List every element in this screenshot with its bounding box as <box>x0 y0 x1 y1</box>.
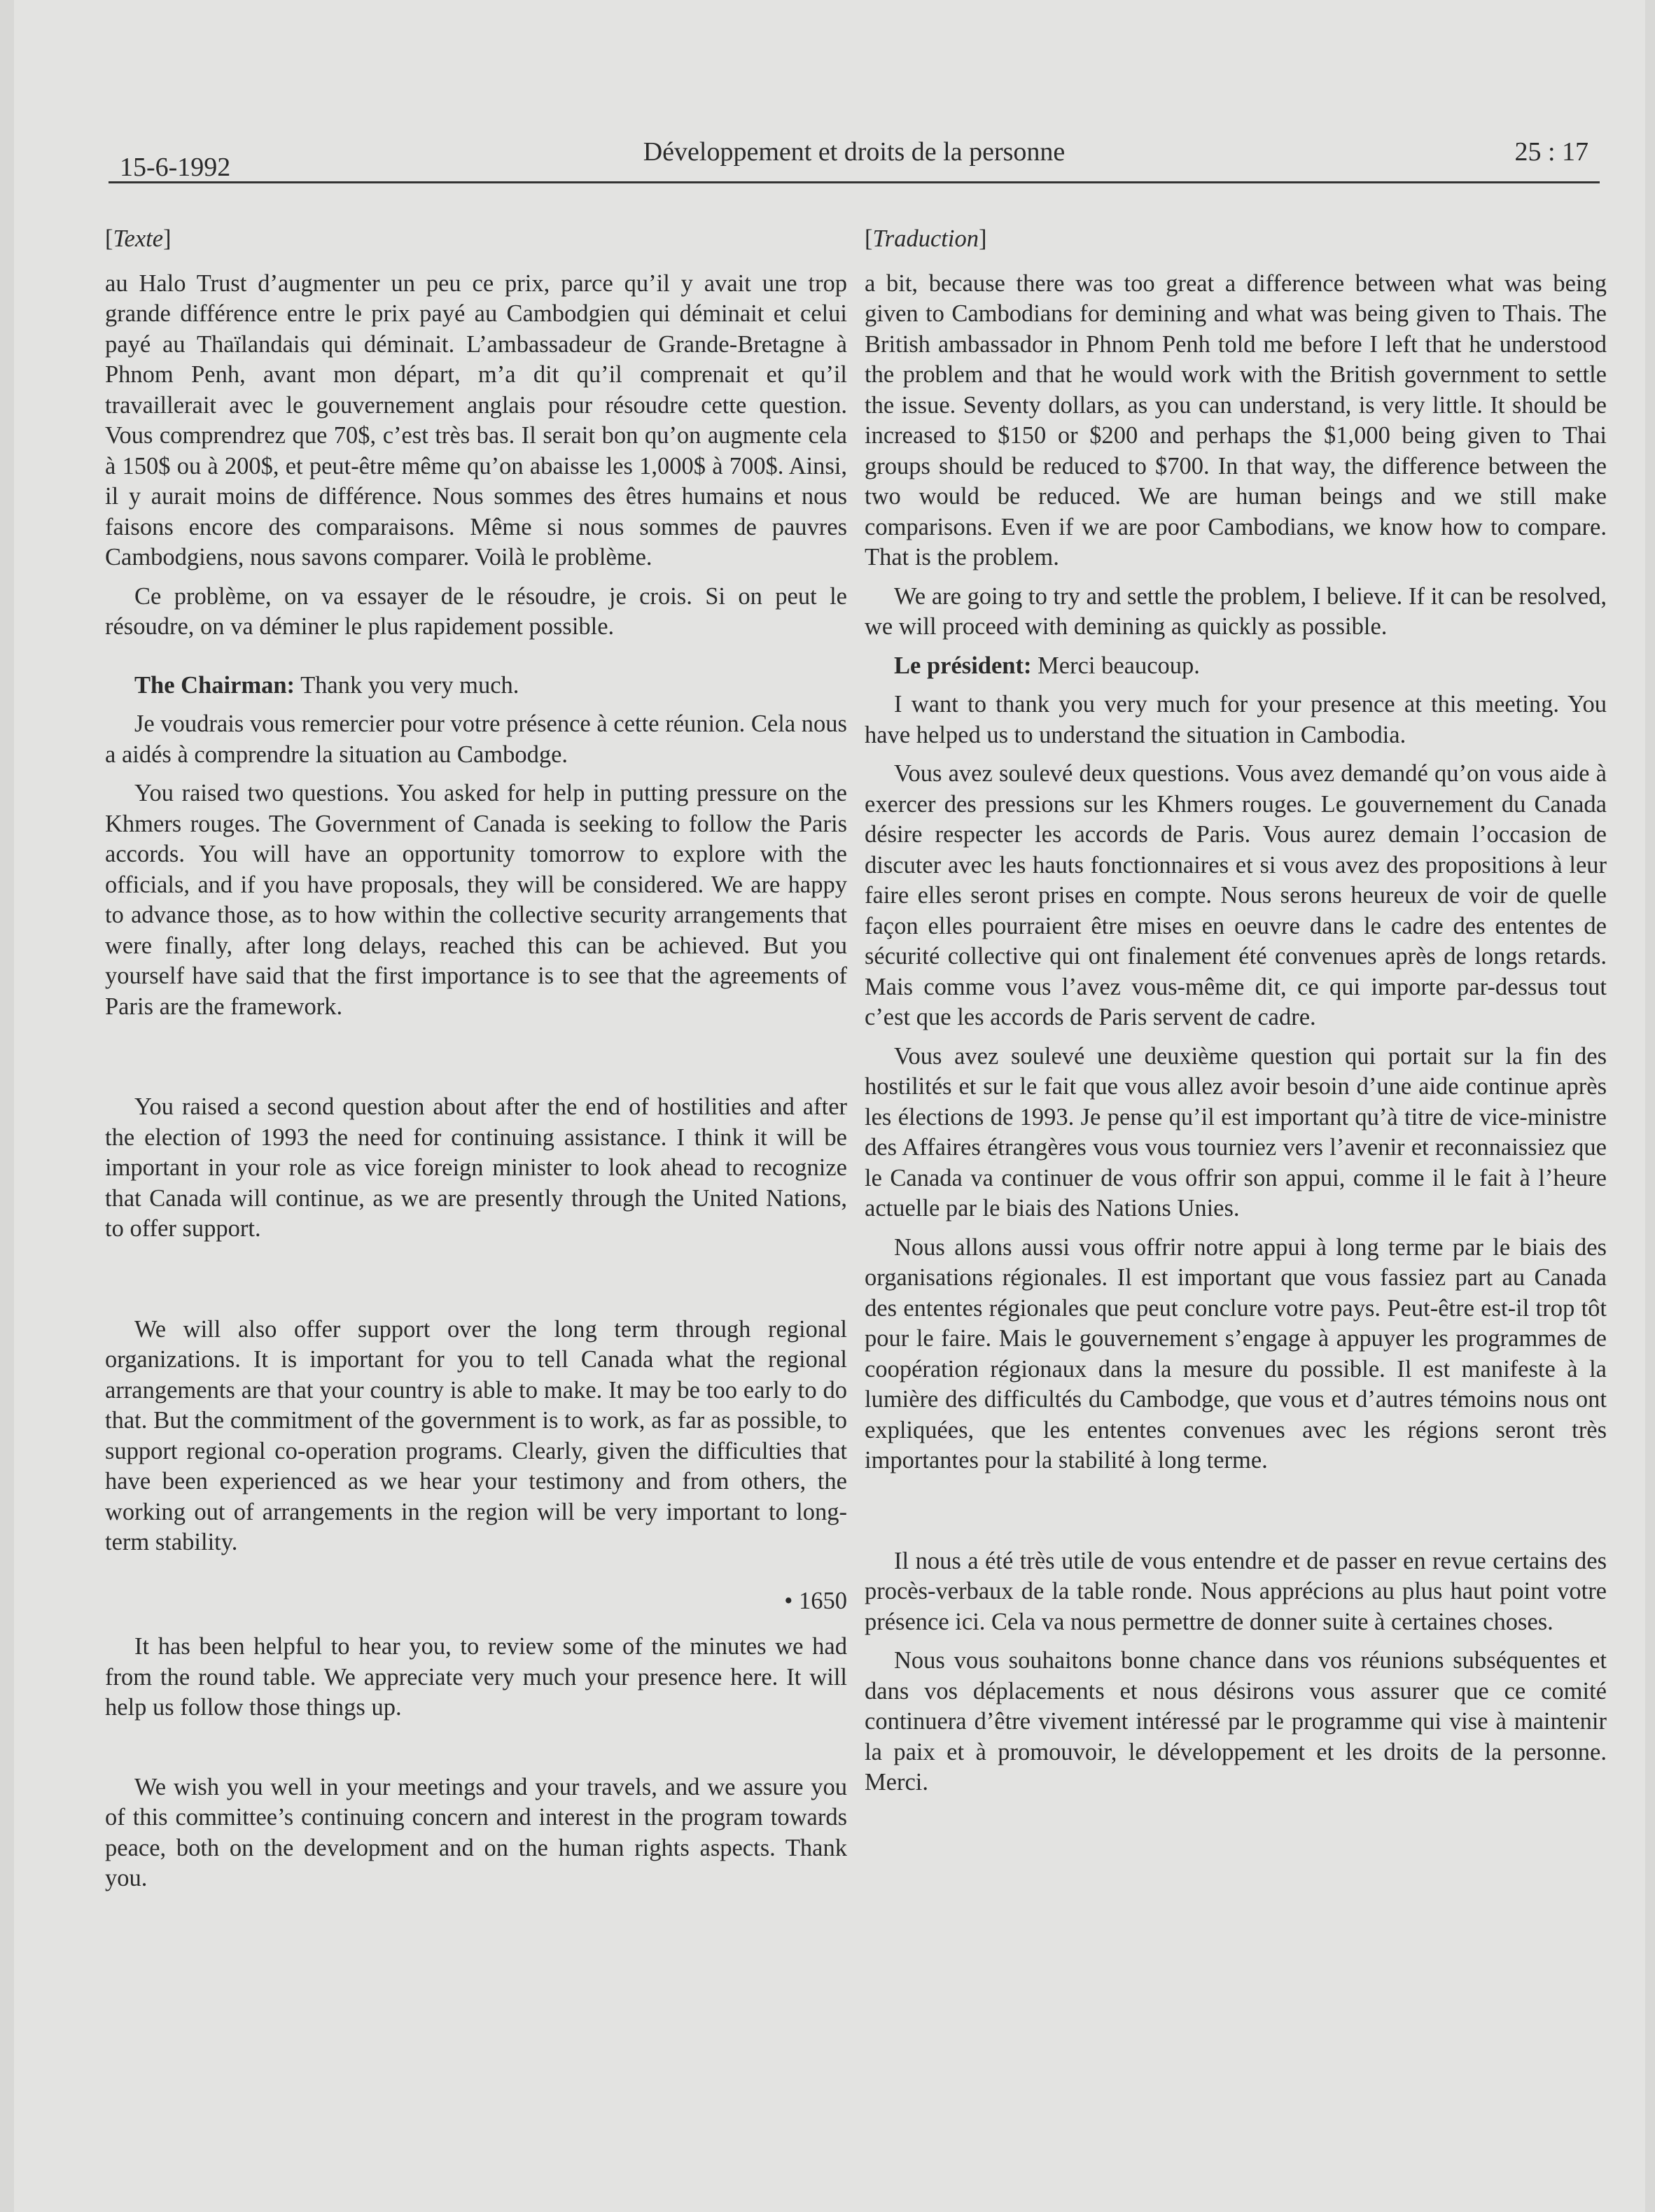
paragraph: Vous avez soulevé une deuxième question qui portait sur la fin des hostilités et sur le fait que vous allez avoir besoin d’une aide continue après les élections de 1993. Je pense qu’il est important qu’à titre de vice-ministre des Affaires étrangères vous vous tourniez vers l’avenir et reconnaissiez que le Canada va continuer de vous offrir son appui, comme il le fait à l’heure actuelle par le biais des Nations Unies. <box>865 1042 1607 1222</box>
right-column <box>865 224 1607 1798</box>
paragraph: Il nous a été très utile de vous entendre et de passer en revue certains des procès-verbaux de la table ronde. Nous apprécions au plus haut point votre présence ici. Cela va nous permettre de donner suite à certaines choses. <box>865 1547 1607 1635</box>
paragraph: We will also offer support over the long term through regional organizations. It is important for you to tell Canada what the regional arrangements are that your country is able to make. It may be too early to do that. But the commitment of the government is to work, as far as possible, to support regional co-operation programs. Clearly, given the difficulties that have been experienced as we hear your testimony and from others, the working out of arrangements in the region will be very important to long-term stability. <box>105 1315 847 1555</box>
header-title: Développement et droits de la personne <box>643 137 1066 167</box>
speaker-name: Le président: <box>894 652 1032 679</box>
speaker-text: Thank you very much. <box>300 671 519 699</box>
paragraph: au Halo Trust d’augmenter un peu ce prix, parce qu’il y avait une trop grande différence entre le prix payé au Cambodgien qui déminait et celui payé au Thaïlandais qui déminait. L’ambassadeur de Grande-Bretagne à Phnom Penh, avant mon départ, m’a dit qu’il comprenait et qu’il travaillerait avec le gouvernement anglais pour résoudre cette question. Vous comprendrez que 70$, c’est très bas. Il serait bon qu’on augmente cela à 150$ ou à 200$, et peut-être même qu’on abaisse les 1,000$ à 700$. Ainsi, il y aurait moins de différence. Nous sommes des êtres humains et nous faisons encore des comparaisons. Même si nous sommes de pauvres Cambodgiens, nous savons comparer. Voilà le problème. <box>105 270 847 570</box>
left-column <box>105 224 847 1894</box>
header-page-number: 25 : 17 <box>1514 137 1588 167</box>
page-header <box>109 136 1600 183</box>
paragraph: Je voudrais vous remercier pour votre présence à cette réunion. Cela nous a aidés à comprendre la situation au Cambodge. <box>105 710 847 768</box>
paragraph: You raised a second question about after the end of hostilities and after the election of 1993 the need for continuing assistance. I think it will be important in your role as vice foreign minister to look ahead to recognize that Canada will continue, as we are presently through the United Nations, to offer support. <box>105 1093 847 1242</box>
paragraph: Nous vous souhaitons bonne chance dans vos réunions subséquentes et dans vos déplacements et nous désirons vous assurer que ce comité continuera d’être vivement intéressé par le programme qui vise à maintenir la paix et à promouvoir, le développement et les droits de la personne. Merci. <box>865 1647 1607 1795</box>
paragraph: We are going to try and settle the problem, I believe. If it can be resolved, we will proceed with demining as quickly as possible. <box>865 582 1607 640</box>
paragraph: Vous avez soulevé deux questions. Vous avez demandé qu’on vous aide à exercer des pressions sur les Khmers rouges. Le gouvernement du Canada désire respecter les accords de Paris. Vous aurez demain l’occasion de discuter avec les hauts fonctionnaires et si vous avez des propositions à leur faire elles seront prises en compte. Nous serons heureux de voir de quelle façon elles pourraient être mises en oeuvre dans le cadre des ententes de sécurité collective qui ont finalement été convenues après de longs retards. Mais comme vous l’avez vous-même dit, ce qui importe par-dessus tout c’est que les accords de Paris servent de cadre. <box>865 760 1607 1030</box>
paragraph: I want to thank you very much for your presence at this meeting. You have helped us to understand the situation in Cambodia. <box>865 691 1607 748</box>
chairman-remark <box>865 651 1607 682</box>
paragraph: a bit, because there was too great a difference between what was being given to Cambodians for demining and what was being given to Thais. The British ambassador in Phnom Penh told me before I left that he understood the problem and that he would work with the British government to settle the issue. Seventy dollars, as you can understand, is very little. It should be increased to $150 or $200 and perhaps the $1,000 being given to Thai groups should be reduced to $700. In that way, the difference between the two would be reduced. We are human beings and we still make comparisons. Even if we are poor Cambodians, we know how to compare. That is the problem. <box>865 270 1607 570</box>
paragraph: Ce problème, on va essayer de le résoudre, je crois. Si on peut le résoudre, on va déminer le plus rapidement possible. <box>105 582 847 640</box>
paragraph: Nous allons aussi vous offrir notre appui à long terme par le biais des organisations régionales. Il est important que vous fassiez part au Canada des ententes régionales que peut conclure votre pays. Peut-être est-il trop tôt pour le faire. Mais le gouvernement s’engage à appuyer les programmes de coopération régionaux dans la mesure du possible. Il est manifeste à la lumière des difficultés du Cambodge, que vous et d’autres témoins nous ont expliquées, que les ententes convenues avec les régions seront très importantes pour la stabilité à long terme. <box>865 1233 1607 1474</box>
speaker-text: Merci beaucoup. <box>1038 652 1200 679</box>
document-page <box>14 0 1645 2212</box>
chairman-remark <box>105 671 847 701</box>
right-column-label: [Traduction] <box>865 225 987 252</box>
paragraph: We wish you well in your meetings and your travels, and we assure you of this committee’s continuing concern and interest in the program towards peace, both on the development and on the human rights aspects. Thank you. <box>105 1773 847 1891</box>
paragraph: It has been helpful to hear you, to review some of the minutes we had from the round table. We appreciate very much your presence here. It will help us follow those things up. <box>105 1633 847 1721</box>
time-marker: • 1650 <box>784 1587 847 1614</box>
speaker-name: The Chairman: <box>134 671 295 699</box>
left-column-label: [Texte] <box>105 225 172 252</box>
header-date: 15-6-1992 <box>120 153 231 182</box>
paragraph: You raised two questions. You asked for help in putting pressure on the Khmers rouges. The Government of Canada is seeking to follow the Paris accords. You will have an opportunity tomorrow to explore with the officials, and if you have proposals, they will be considered. We are happy to advance those, as to how within the collective security arrangements that were finally, after long delays, reached this can be achieved. But you yourself have said that the first importance is to see that the agreements of Paris are the framework. <box>105 780 847 1020</box>
